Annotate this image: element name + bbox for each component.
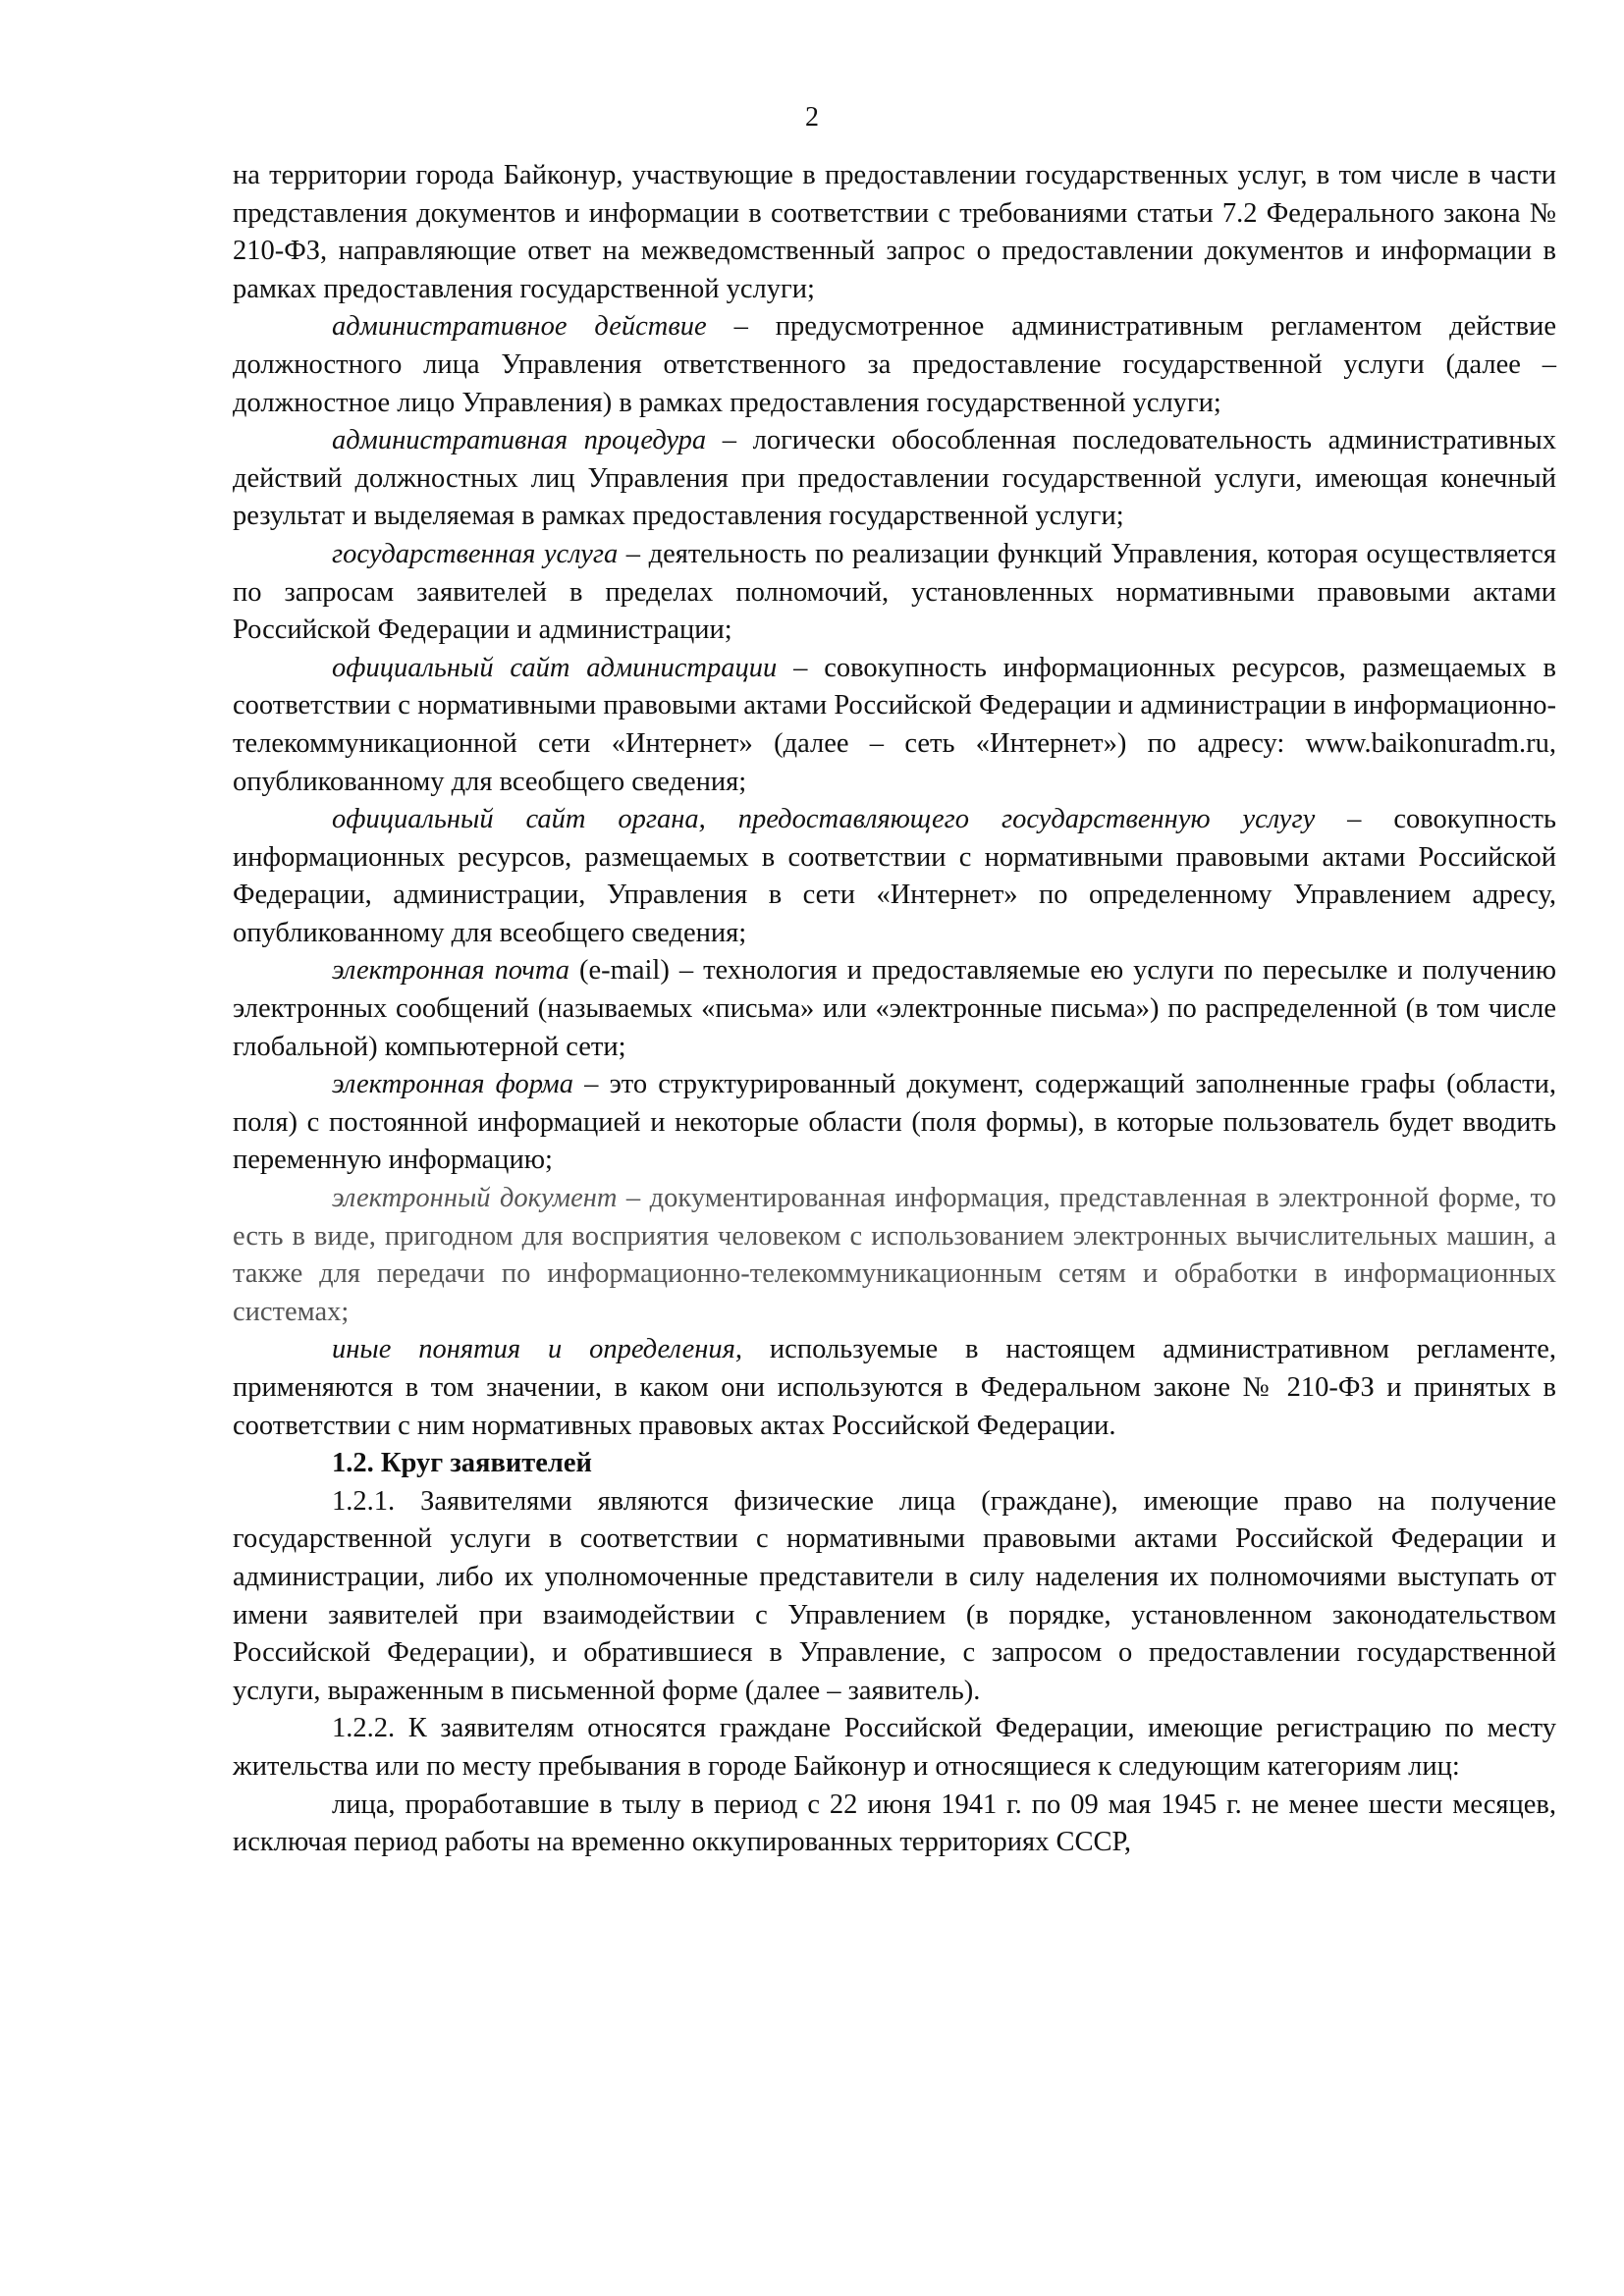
definition-administrative-procedure bbox=[233, 422, 1556, 536]
definition-state-service bbox=[233, 536, 1556, 650]
paragraph-text: на территории города Байконур, участвующие в предоставлении государственных услуг, в том числе в части представления документов и информации в соответствии с требованиями статьи 7.2 Федерального закона № 210-ФЗ, направляющие ответ на межведомственный запрос о предоставлении документов и информации в рамках предоставления государственной услуги; bbox=[233, 160, 1556, 304]
definition-other-terms bbox=[233, 1331, 1556, 1445]
definition-administrative-action bbox=[233, 308, 1556, 422]
definition-text: – это структурированный документ, содержащий заполненные графы (области, поля) с постоянной информацией и некоторые области (поля формы), в которые пользователь будет вводить переменную информацию; bbox=[233, 1069, 1556, 1176]
definition-electronic-document bbox=[233, 1180, 1556, 1331]
definition-text: используемые в настоящем административном регламенте, применяются в том значении, в каком они используются в Федеральном законе № 210-ФЗ и принятых в соответствии с ним нормативных правовых актах Российской Федерации. bbox=[233, 1334, 1557, 1441]
definition-term: официальный сайт органа, предоставляющего государственную услугу bbox=[332, 804, 1316, 835]
definition-term: административное действие bbox=[332, 311, 707, 343]
definition-term: электронный документ bbox=[332, 1183, 618, 1214]
definition-term: иные понятия и определения, bbox=[332, 1334, 743, 1365]
definition-electronic-form bbox=[233, 1066, 1556, 1180]
document-body bbox=[233, 157, 1556, 1862]
definition-term: электронная форма bbox=[332, 1069, 573, 1100]
section-paragraph-1-2-2: 1.2.2. К заявителям относятся граждане Российской Федерации, имеющие регистрацию по месту жительства или по месту пребывания в городе Байконур и относящиеся к следующим категориям лиц: bbox=[233, 1713, 1556, 1782]
definition-official-site-authority bbox=[233, 801, 1556, 952]
definition-email bbox=[233, 952, 1556, 1066]
definition-term: официальный сайт администрации bbox=[332, 652, 778, 683]
definition-term: электронная почта bbox=[332, 955, 570, 987]
section-paragraph-1-2-1: 1.2.1. Заявителями являются физические лица (граждане), имеющие право на получение государственной услуги в соответствии с нормативными правовыми актами Российской Федерации и администрации, либо их уполномоченные представители в силу наделения их полномочиями выступать от имени заявителей при взаимодействии с Управлением (в порядке, установленном законодательством Российской Федерации), и обратившиеся в Управление, с запросом о предоставлении государственной услуги, выраженным в письменной форме (далее – заявитель). bbox=[233, 1485, 1556, 1706]
definition-text: – предусмотренное административным регламентом действие должностного лица Управления ответственного за предоставление государственной услуги (далее – должностное лицо Управления) в рамках предоставления государственной услуги; bbox=[233, 311, 1556, 418]
definition-term: государственная услуга bbox=[332, 538, 619, 569]
page-number: 2 bbox=[805, 102, 819, 133]
paragraph-continuation bbox=[233, 157, 1556, 308]
definition-official-site-administration bbox=[233, 650, 1556, 801]
definition-text: – документированная информация, представленная в электронной форме, то есть в виде, пригодном для восприятия человеком с использованием электронных вычислительных машин, а также для передачи по информационно-телекоммуникационным сетям и обработки в информационных системах; bbox=[233, 1183, 1556, 1327]
definition-text: – совокупность информационных ресурсов, размещаемых в соответствии с нормативными правовыми актами Российской Федерации и администрации в информационно-телекоммуникационной сети «Интернет» (далее – сеть «Интернет») по адресу: www.baikonuradm.ru, опубликованному для всеобщего сведения; bbox=[233, 652, 1557, 797]
section-paragraph-category: лица, проработавшие в тылу в период с 22 июня 1941 г. по 09 мая 1945 г. не менее шести месяцев, исключая период работы на временно оккупированных территориях СССР, bbox=[233, 1789, 1556, 1858]
definition-text: (e-mail) – технология и предоставляемые ею услуги по пересылке и получению электронных сообщений (называемых «письма» или «электронные письма») по распределенной (в том числе глобальной) компьютерной сети; bbox=[233, 955, 1557, 1062]
definition-text: – логически обособленная последовательность административных действий должностных лиц Управления при предоставлении государственной услуги, имеющая конечный результат и выделяемая в рамках предоставления государственной услуги; bbox=[233, 425, 1557, 532]
definition-text: – совокупность информационных ресурсов, размещаемых в соответствии с нормативными правовыми актами Российской Федерации, администрации, Управления в сети «Интернет» по определенному Управлением адресу, опубликованному для всеобщего сведения; bbox=[233, 804, 1556, 948]
definition-term: административная процедура bbox=[332, 425, 707, 456]
section-heading: 1.2. Круг заявителей bbox=[332, 1448, 592, 1479]
definition-text: – деятельность по реализации функций Управления, которая осуществляется по запросам заявителей в пределах полномочий, установленных нормативными правовыми актами Российской Федерации и администрации; bbox=[233, 538, 1556, 646]
